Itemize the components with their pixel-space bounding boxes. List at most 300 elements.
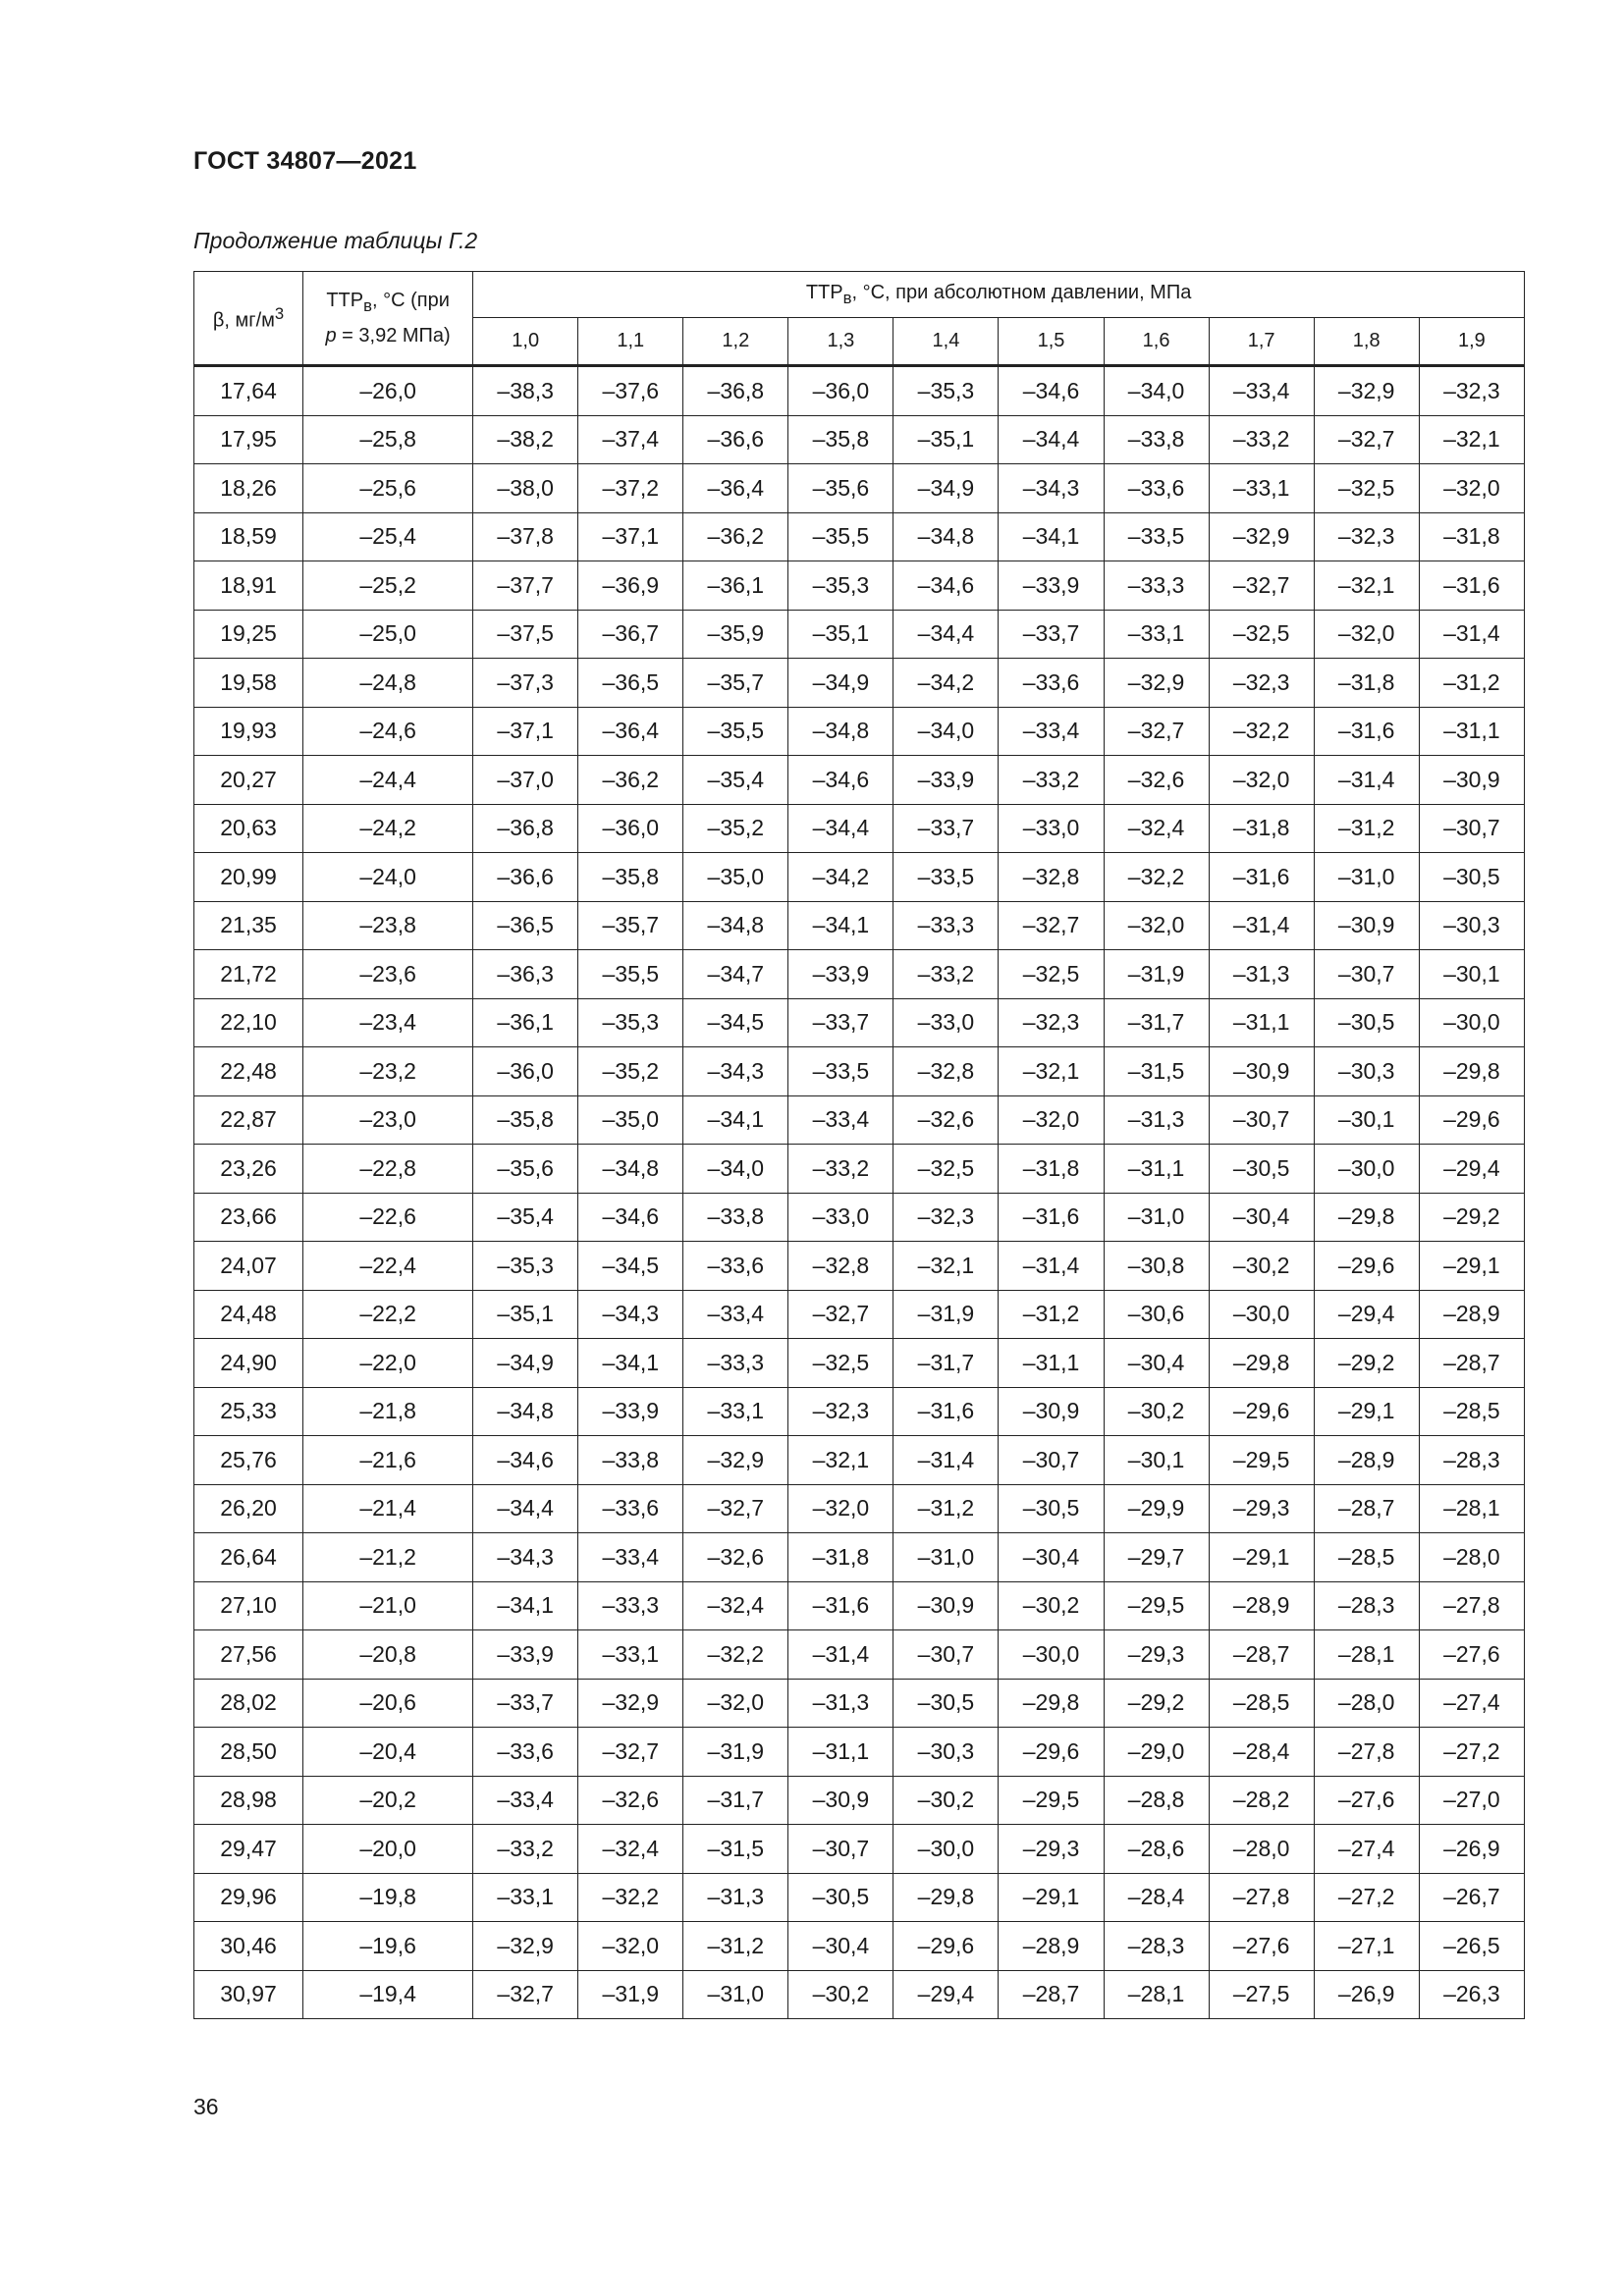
cell-ttp-value: –31,4 [788,1630,893,1680]
cell-ttp-value: –30,2 [1104,1387,1209,1436]
cell-ttp-value: –30,0 [893,1825,999,1874]
cell-ttp-base: –20,0 [303,1825,473,1874]
cell-ttp-value: –33,1 [1104,610,1209,659]
cell-ttp-value: –27,6 [1209,1922,1314,1971]
cell-ttp-value: –32,4 [578,1825,683,1874]
table-row [194,512,1525,561]
cell-beta: 27,56 [194,1630,303,1680]
cell-ttp-value: –33,5 [893,853,999,902]
cell-ttp-value: –33,6 [578,1484,683,1533]
cell-ttp-value: –35,6 [473,1145,578,1194]
cell-ttp-value: –34,8 [893,512,999,561]
cell-ttp-value: –33,7 [999,610,1104,659]
cell-ttp-base: –24,4 [303,756,473,805]
cell-ttp-value: –27,5 [1209,1970,1314,2019]
cell-ttp-value: –35,3 [893,366,999,416]
cell-ttp-value: –30,2 [893,1776,999,1825]
cell-ttp-value: –33,4 [578,1533,683,1582]
cell-ttp-value: –28,3 [1314,1581,1419,1630]
cell-ttp-value: –32,6 [578,1776,683,1825]
cell-ttp-value: –35,2 [683,804,788,853]
cell-ttp-value: –29,5 [1209,1436,1314,1485]
cell-ttp-value: –33,6 [473,1728,578,1777]
cell-ttp-value: –34,9 [788,659,893,708]
cell-ttp-value: –28,1 [1419,1484,1524,1533]
cell-ttp-value: –28,8 [1104,1776,1209,1825]
cell-ttp-base: –22,2 [303,1290,473,1339]
cell-ttp-value: –28,9 [1419,1290,1524,1339]
cell-beta: 24,90 [194,1339,303,1388]
cell-ttp-value: –30,5 [893,1679,999,1728]
cell-ttp-value: –29,6 [1314,1242,1419,1291]
cell-ttp-value: –37,7 [473,561,578,611]
cell-ttp-value: –28,0 [1209,1825,1314,1874]
cell-ttp-value: –32,6 [1104,756,1209,805]
cell-ttp-value: –33,8 [1104,415,1209,464]
beta-symbol: β [212,309,225,332]
cell-ttp-value: –31,8 [1209,804,1314,853]
cell-ttp-value: –33,4 [999,707,1104,756]
cell-ttp-value: –30,0 [1209,1290,1314,1339]
header-pressure-cell: 1,9 [1419,318,1524,366]
cell-ttp-value: –37,8 [473,512,578,561]
cell-ttp-value: –35,1 [788,610,893,659]
cell-ttp-value: –32,6 [893,1095,999,1145]
cell-ttp-value: –34,5 [683,998,788,1047]
cell-beta: 23,26 [194,1145,303,1194]
cell-ttp-value: –31,0 [893,1533,999,1582]
ttp-pressure-symbol: p [325,325,337,347]
cell-ttp-value: –32,0 [578,1922,683,1971]
cell-ttp-value: –30,9 [893,1581,999,1630]
cell-ttp-value: –29,6 [1209,1387,1314,1436]
cell-ttp-value: –38,2 [473,415,578,464]
cell-ttp-value: –29,4 [1314,1290,1419,1339]
ttp-line2-rest: = 3,92 МПа) [336,325,451,347]
cell-beta: 28,98 [194,1776,303,1825]
cell-ttp-value: –30,5 [1419,853,1524,902]
cell-ttp-value: –35,0 [578,1095,683,1145]
table-row [194,366,1525,416]
cell-ttp-value: –30,9 [1419,756,1524,805]
cell-ttp-value: –34,4 [473,1484,578,1533]
cell-ttp-value: –29,2 [1419,1193,1524,1242]
cell-ttp-value: –29,8 [893,1873,999,1922]
cell-ttp-value: –37,1 [473,707,578,756]
cell-ttp-value: –28,7 [999,1970,1104,2019]
cell-ttp-value: –34,1 [999,512,1104,561]
table-row [194,756,1525,805]
cell-ttp-value: –34,1 [683,1095,788,1145]
cell-ttp-value: –38,3 [473,366,578,416]
cell-ttp-value: –35,2 [578,1047,683,1096]
cell-ttp-value: –33,3 [578,1581,683,1630]
cell-ttp-value: –37,4 [578,415,683,464]
cell-ttp-value: –30,7 [893,1630,999,1680]
cell-ttp-value: –34,8 [683,901,788,950]
cell-ttp-value: –37,0 [473,756,578,805]
cell-ttp-base: –19,8 [303,1873,473,1922]
cell-ttp-value: –32,7 [1209,561,1314,611]
cell-ttp-value: –34,6 [473,1436,578,1485]
cell-ttp-value: –34,6 [999,366,1104,416]
cell-ttp-value: –28,9 [1209,1581,1314,1630]
cell-ttp-value: –34,1 [578,1339,683,1388]
cell-ttp-value: –30,5 [788,1873,893,1922]
cell-ttp-value: –36,2 [683,512,788,561]
cell-ttp-base: –24,0 [303,853,473,902]
cell-ttp-value: –30,7 [1419,804,1524,853]
table-row [194,561,1525,611]
table-row [194,1242,1525,1291]
cell-ttp-value: –33,1 [1209,464,1314,513]
cell-ttp-base: –21,4 [303,1484,473,1533]
cell-ttp-value: –26,3 [1419,1970,1524,2019]
cell-ttp-value: –32,7 [473,1970,578,2019]
cell-ttp-value: –34,1 [788,901,893,950]
cell-ttp-value: –34,2 [788,853,893,902]
cell-ttp-value: –31,7 [1104,998,1209,1047]
cell-ttp-value: –34,3 [683,1047,788,1096]
cell-ttp-value: –28,7 [1419,1339,1524,1388]
ttp-line2 [303,321,472,350]
cell-ttp-base: –25,6 [303,464,473,513]
cell-ttp-value: –31,6 [893,1387,999,1436]
table-row [194,1728,1525,1777]
cell-ttp-value: –29,1 [1209,1533,1314,1582]
cell-ttp-value: –28,3 [1419,1436,1524,1485]
cell-ttp-value: –32,7 [1104,707,1209,756]
cell-ttp-value: –32,0 [1104,901,1209,950]
cell-ttp-value: –31,2 [999,1290,1104,1339]
cell-ttp-base: –25,4 [303,512,473,561]
cell-ttp-value: –30,2 [788,1970,893,2019]
group-label: ТТР [805,281,843,303]
cell-ttp-value: –30,3 [1419,901,1524,950]
table-row [194,1581,1525,1630]
cell-ttp-value: –32,3 [999,998,1104,1047]
cell-ttp-value: –27,8 [1419,1581,1524,1630]
cell-beta: 20,63 [194,804,303,853]
cell-ttp-value: –34,4 [788,804,893,853]
cell-ttp-value: –34,8 [578,1145,683,1194]
cell-ttp-value: –27,6 [1314,1776,1419,1825]
cell-ttp-base: –22,6 [303,1193,473,1242]
header-pressure-cell: 1,3 [788,318,893,366]
cell-beta: 28,02 [194,1679,303,1728]
cell-ttp-value: –30,9 [1209,1047,1314,1096]
cell-ttp-value: –27,6 [1419,1630,1524,1680]
cell-ttp-value: –27,2 [1419,1728,1524,1777]
group-subscript: в [842,288,852,307]
cell-ttp-value: –31,6 [999,1193,1104,1242]
cell-ttp-value: –31,9 [893,1290,999,1339]
cell-ttp-value: –38,0 [473,464,578,513]
table-caption: Продолжение таблицы Г.2 [193,228,478,253]
cell-ttp-value: –35,5 [788,512,893,561]
beta-unit: , мг/м [224,309,275,332]
cell-ttp-value: –35,8 [788,415,893,464]
cell-ttp-value: –36,6 [473,853,578,902]
cell-beta: 26,20 [194,1484,303,1533]
cell-beta: 19,58 [194,659,303,708]
cell-ttp-value: –31,9 [1104,950,1209,999]
cell-ttp-value: –32,5 [893,1145,999,1194]
cell-ttp-value: –30,7 [999,1436,1104,1485]
cell-ttp-value: –31,2 [683,1922,788,1971]
cell-ttp-value: –31,6 [1314,707,1419,756]
cell-ttp-value: –31,1 [1419,707,1524,756]
cell-ttp-value: –31,6 [1209,853,1314,902]
cell-ttp-value: –32,5 [1209,610,1314,659]
cell-ttp-value: –31,4 [999,1242,1104,1291]
header-beta [194,272,303,366]
cell-ttp-value: –29,8 [1419,1047,1524,1096]
cell-ttp-value: –32,7 [683,1484,788,1533]
cell-ttp-value: –31,9 [683,1728,788,1777]
cell-ttp-value: –31,8 [1419,512,1524,561]
cell-ttp-value: –35,1 [473,1290,578,1339]
cell-ttp-value: –28,1 [1314,1630,1419,1680]
beta-unit-exponent: 3 [274,303,285,323]
cell-beta: 22,87 [194,1095,303,1145]
cell-ttp-value: –29,8 [999,1679,1104,1728]
cell-ttp-value: –34,8 [788,707,893,756]
table-row [194,659,1525,708]
table-row [194,415,1525,464]
cell-ttp-value: –30,3 [1314,1047,1419,1096]
cell-ttp-value: –37,6 [578,366,683,416]
cell-ttp-value: –30,1 [1104,1436,1209,1485]
cell-ttp-value: –31,8 [788,1533,893,1582]
cell-ttp-value: –33,5 [788,1047,893,1096]
cell-ttp-value: –37,5 [473,610,578,659]
cell-ttp-value: –33,3 [893,901,999,950]
cell-ttp-value: –35,1 [893,415,999,464]
cell-ttp-value: –30,7 [788,1825,893,1874]
cell-ttp-value: –32,2 [578,1873,683,1922]
cell-ttp-value: –35,0 [683,853,788,902]
cell-ttp-value: –31,7 [893,1339,999,1388]
cell-ttp-value: –33,9 [999,561,1104,611]
cell-ttp-value: –34,4 [893,610,999,659]
cell-ttp-base: –20,4 [303,1728,473,1777]
cell-ttp-value: –31,0 [1104,1193,1209,1242]
cell-ttp-value: –34,3 [578,1290,683,1339]
cell-ttp-base: –21,6 [303,1436,473,1485]
cell-ttp-value: –30,1 [1419,950,1524,999]
cell-ttp-base: –23,0 [303,1095,473,1145]
cell-ttp-value: –29,6 [893,1922,999,1971]
cell-ttp-value: –32,2 [683,1630,788,1680]
cell-ttp-value: –31,2 [893,1484,999,1533]
cell-ttp-value: –26,7 [1419,1873,1524,1922]
cell-ttp-value: –30,2 [999,1581,1104,1630]
cell-ttp-base: –22,0 [303,1339,473,1388]
cell-ttp-value: –30,6 [1104,1290,1209,1339]
cell-ttp-base: –24,6 [303,707,473,756]
cell-ttp-value: –33,4 [683,1290,788,1339]
cell-ttp-value: –32,0 [1314,610,1419,659]
cell-ttp-value: –27,4 [1419,1679,1524,1728]
cell-ttp-value: –30,4 [788,1922,893,1971]
cell-ttp-value: –28,4 [1104,1873,1209,1922]
cell-ttp-value: –32,9 [1104,659,1209,708]
cell-ttp-value: –30,8 [1104,1242,1209,1291]
cell-ttp-value: –29,3 [999,1825,1104,1874]
cell-beta: 17,95 [194,415,303,464]
cell-ttp-value: –33,2 [999,756,1104,805]
cell-ttp-value: –32,9 [1209,512,1314,561]
cell-ttp-value: –27,4 [1314,1825,1419,1874]
cell-ttp-value: –34,6 [788,756,893,805]
cell-ttp-value: –29,2 [1104,1679,1209,1728]
table-row [194,1533,1525,1582]
cell-ttp-value: –31,3 [1104,1095,1209,1145]
cell-ttp-value: –32,8 [893,1047,999,1096]
cell-ttp-value: –35,6 [788,464,893,513]
cell-ttp-value: –32,9 [683,1436,788,1485]
cell-ttp-value: –33,6 [999,659,1104,708]
cell-ttp-value: –36,1 [683,561,788,611]
header-pressure-cell: 1,0 [473,318,578,366]
cell-beta: 27,10 [194,1581,303,1630]
cell-ttp-value: –32,8 [788,1242,893,1291]
cell-ttp-value: –28,0 [1314,1679,1419,1728]
cell-ttp-value: –28,2 [1209,1776,1314,1825]
cell-ttp-value: –34,9 [473,1339,578,1388]
cell-ttp-value: –36,5 [473,901,578,950]
cell-ttp-value: –33,2 [788,1145,893,1194]
cell-ttp-value: –32,9 [578,1679,683,1728]
header-ttp-at-pressure [303,272,473,366]
ttp-label: ТТР [326,290,364,311]
cell-ttp-base: –25,8 [303,415,473,464]
cell-ttp-value: –32,0 [1419,464,1524,513]
cell-beta: 29,96 [194,1873,303,1922]
cell-ttp-value: –33,8 [683,1193,788,1242]
cell-ttp-value: –35,5 [683,707,788,756]
cell-ttp-value: –28,3 [1104,1922,1209,1971]
cell-ttp-value: –33,3 [683,1339,788,1388]
cell-ttp-value: –32,0 [1209,756,1314,805]
table-row [194,707,1525,756]
cell-ttp-value: –27,8 [1314,1728,1419,1777]
cell-ttp-base: –22,4 [303,1242,473,1291]
cell-ttp-value: –32,0 [999,1095,1104,1145]
cell-ttp-value: –32,3 [1314,512,1419,561]
cell-ttp-value: –36,7 [578,610,683,659]
cell-ttp-value: –31,6 [788,1581,893,1630]
ttp-line1-rest: , °С (при [371,290,450,311]
cell-ttp-value: –36,0 [788,366,893,416]
table-row [194,1436,1525,1485]
cell-ttp-value: –33,4 [1209,366,1314,416]
cell-ttp-value: –36,0 [578,804,683,853]
cell-ttp-value: –32,4 [1104,804,1209,853]
cell-ttp-value: –30,3 [893,1728,999,1777]
cell-ttp-value: –29,1 [1419,1242,1524,1291]
cell-beta: 29,47 [194,1825,303,1874]
cell-ttp-value: –30,7 [1314,950,1419,999]
cell-ttp-base: –21,0 [303,1581,473,1630]
cell-ttp-value: –31,7 [683,1776,788,1825]
cell-ttp-base: –24,8 [303,659,473,708]
cell-beta: 18,91 [194,561,303,611]
cell-ttp-value: –35,3 [473,1242,578,1291]
cell-ttp-base: –20,2 [303,1776,473,1825]
cell-ttp-value: –33,2 [473,1825,578,1874]
cell-ttp-value: –33,3 [1104,561,1209,611]
cell-ttp-base: –24,2 [303,804,473,853]
cell-ttp-value: –31,3 [683,1873,788,1922]
cell-ttp-value: –34,1 [473,1581,578,1630]
cell-beta: 26,64 [194,1533,303,1582]
cell-beta: 19,93 [194,707,303,756]
cell-ttp-value: –36,4 [683,464,788,513]
cell-ttp-value: –36,1 [473,998,578,1047]
table-row [194,1679,1525,1728]
cell-ttp-value: –33,5 [1104,512,1209,561]
table-row [194,1630,1525,1680]
cell-ttp-value: –36,6 [683,415,788,464]
table-row [194,1339,1525,1388]
cell-ttp-base: –23,4 [303,998,473,1047]
table-row [194,998,1525,1047]
cell-ttp-value: –35,3 [578,998,683,1047]
cell-ttp-value: –30,1 [1314,1095,1419,1145]
cell-ttp-value: –32,2 [1209,707,1314,756]
cell-ttp-value: –36,3 [473,950,578,999]
cell-ttp-base: –21,2 [303,1533,473,1582]
cell-ttp-value: –29,9 [1104,1484,1209,1533]
cell-ttp-value: –31,0 [1314,853,1419,902]
cell-ttp-value: –28,4 [1209,1728,1314,1777]
cell-ttp-value: –29,8 [1314,1193,1419,1242]
cell-ttp-value: –33,9 [473,1630,578,1680]
table-row [194,1387,1525,1436]
cell-ttp-value: –31,2 [1419,659,1524,708]
cell-ttp-value: –28,5 [1209,1679,1314,1728]
cell-ttp-value: –28,1 [1104,1970,1209,2019]
cell-ttp-value: –34,6 [893,561,999,611]
cell-ttp-value: –32,0 [683,1679,788,1728]
cell-ttp-value: –30,4 [1104,1339,1209,1388]
cell-beta: 19,25 [194,610,303,659]
cell-ttp-value: –32,1 [1314,561,1419,611]
cell-ttp-base: –25,0 [303,610,473,659]
cell-ttp-value: –30,5 [1209,1145,1314,1194]
table-row [194,1970,1525,2019]
cell-ttp-value: –32,1 [788,1436,893,1485]
cell-ttp-base: –19,6 [303,1922,473,1971]
cell-ttp-value: –29,5 [999,1776,1104,1825]
cell-beta: 20,27 [194,756,303,805]
header-pressure-cell: 1,6 [1104,318,1209,366]
cell-ttp-value: –28,7 [1209,1630,1314,1680]
cell-ttp-value: –32,7 [578,1728,683,1777]
cell-beta: 25,33 [194,1387,303,1436]
cell-ttp-value: –31,1 [1209,998,1314,1047]
cell-ttp-value: –31,5 [683,1825,788,1874]
table-row [194,1193,1525,1242]
cell-ttp-base: –23,8 [303,901,473,950]
cell-ttp-value: –36,0 [473,1047,578,1096]
cell-ttp-value: –35,3 [788,561,893,611]
cell-ttp-base: –23,2 [303,1047,473,1096]
cell-ttp-value: –33,0 [999,804,1104,853]
cell-ttp-value: –29,1 [1314,1387,1419,1436]
